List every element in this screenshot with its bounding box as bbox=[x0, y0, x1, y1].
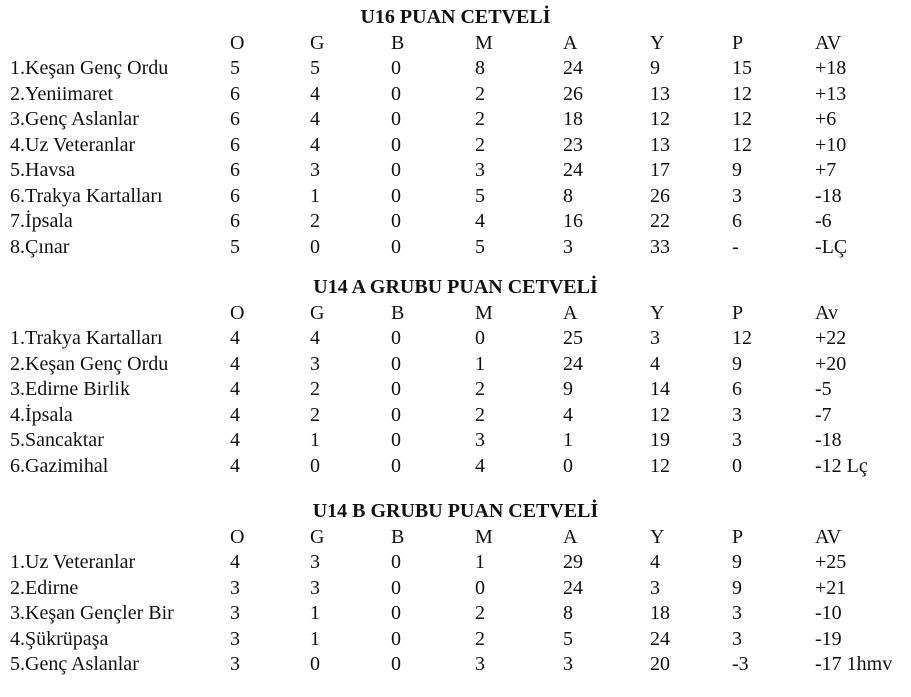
column-header-b: B bbox=[391, 31, 405, 54]
cell-g: 1 bbox=[310, 627, 320, 650]
cell-p: 9 bbox=[732, 551, 742, 573]
cell-m: 1 bbox=[475, 352, 485, 375]
cell-p: - bbox=[732, 235, 739, 258]
cell-g: 1 bbox=[310, 184, 320, 207]
cell-p: 12 bbox=[732, 133, 752, 156]
cell-av: +7 bbox=[815, 159, 837, 181]
cell-g: 3 bbox=[310, 551, 320, 573]
cell-team: 2.Yeniimaret bbox=[10, 82, 113, 105]
cell-o: 3 bbox=[230, 602, 240, 624]
cell-y: 14 bbox=[650, 378, 670, 400]
cell-av: +25 bbox=[815, 551, 847, 573]
cell-b: 0 bbox=[391, 82, 401, 105]
cell-y: 18 bbox=[650, 602, 670, 624]
cell-a: 3 bbox=[563, 653, 573, 675]
cell-o: 4 bbox=[230, 352, 240, 375]
cell-b: 0 bbox=[391, 108, 401, 130]
cell-y: 19 bbox=[650, 429, 670, 451]
table-row bbox=[0, 235, 911, 261]
cell-b: 0 bbox=[391, 378, 401, 400]
table-row bbox=[0, 326, 911, 352]
column-header-b: B bbox=[391, 301, 405, 324]
column-header-y: Y bbox=[650, 31, 665, 54]
cell-g: 2 bbox=[310, 210, 320, 232]
cell-team: 5.Havsa bbox=[10, 159, 75, 181]
cell-a: 23 bbox=[563, 133, 583, 156]
table-row bbox=[0, 403, 911, 429]
cell-b: 0 bbox=[391, 403, 401, 426]
cell-team: 5.Genç Aslanlar bbox=[10, 653, 139, 675]
cell-team: 2.Edirne bbox=[10, 576, 79, 599]
table-row bbox=[0, 627, 911, 653]
cell-m: 2 bbox=[475, 403, 485, 426]
header-row bbox=[0, 525, 911, 551]
table-title: U14 B GRUBU PUAN CETVELİ bbox=[312, 500, 599, 522]
cell-team: 1.Uz Veteranlar bbox=[10, 551, 136, 573]
cell-av: +10 bbox=[815, 133, 847, 156]
table-row bbox=[0, 652, 911, 678]
cell-p: 15 bbox=[732, 57, 752, 79]
cell-a: 9 bbox=[563, 378, 573, 400]
cell-o: 6 bbox=[230, 133, 240, 156]
cell-o: 6 bbox=[230, 82, 240, 105]
cell-m: 4 bbox=[475, 210, 485, 232]
cell-o: 6 bbox=[230, 159, 240, 181]
cell-m: 3 bbox=[475, 653, 485, 675]
column-header-a: A bbox=[563, 525, 578, 548]
table-row bbox=[0, 56, 911, 82]
cell-m: 2 bbox=[475, 82, 485, 105]
cell-g: 0 bbox=[310, 454, 320, 477]
cell-m: 5 bbox=[475, 235, 485, 258]
cell-m: 4 bbox=[475, 454, 485, 477]
cell-p: 6 bbox=[732, 378, 742, 400]
table-row bbox=[0, 377, 911, 403]
cell-av: -LÇ bbox=[815, 235, 848, 258]
cell-g: 3 bbox=[310, 352, 320, 375]
cell-o: 4 bbox=[230, 429, 240, 451]
cell-m: 8 bbox=[475, 57, 485, 79]
cell-av: -7 bbox=[815, 403, 832, 426]
cell-b: 0 bbox=[391, 551, 401, 573]
column-header-g: G bbox=[310, 525, 325, 548]
header-row bbox=[0, 31, 911, 57]
cell-y: 24 bbox=[650, 627, 670, 650]
cell-team: 2.Keşan Genç Ordu bbox=[10, 352, 169, 375]
cell-m: 1 bbox=[475, 551, 485, 573]
cell-team: 4.Uz Veteranlar bbox=[10, 133, 136, 156]
cell-b: 0 bbox=[391, 133, 401, 156]
cell-p: 9 bbox=[732, 352, 742, 375]
cell-a: 24 bbox=[563, 57, 583, 79]
cell-team: 3.Genç Aslanlar bbox=[10, 108, 139, 130]
cell-y: 3 bbox=[650, 327, 660, 349]
cell-y: 4 bbox=[650, 551, 660, 573]
cell-y: 4 bbox=[650, 352, 660, 375]
column-header-y: Y bbox=[650, 525, 665, 548]
cell-g: 4 bbox=[310, 133, 320, 156]
cell-a: 24 bbox=[563, 352, 583, 375]
cell-a: 16 bbox=[563, 210, 583, 232]
cell-o: 3 bbox=[230, 627, 240, 650]
cell-m: 2 bbox=[475, 627, 485, 650]
cell-o: 3 bbox=[230, 576, 240, 599]
cell-a: 26 bbox=[563, 82, 583, 105]
cell-o: 6 bbox=[230, 184, 240, 207]
column-header-a: A bbox=[563, 301, 578, 324]
cell-b: 0 bbox=[391, 627, 401, 650]
cell-o: 5 bbox=[230, 57, 240, 79]
cell-b: 0 bbox=[391, 159, 401, 181]
column-header-g: G bbox=[310, 301, 325, 324]
cell-m: 2 bbox=[475, 378, 485, 400]
column-header-o: O bbox=[230, 31, 245, 54]
column-header-a: A bbox=[563, 31, 578, 54]
cell-y: 33 bbox=[650, 235, 670, 258]
cell-b: 0 bbox=[391, 210, 401, 232]
cell-g: 0 bbox=[310, 653, 320, 675]
cell-av: -19 bbox=[815, 627, 842, 650]
cell-team: 1.Trakya Kartalları bbox=[10, 327, 163, 349]
cell-o: 3 bbox=[230, 653, 240, 675]
table-row bbox=[0, 158, 911, 184]
cell-av: -6 bbox=[815, 210, 832, 232]
cell-p: 12 bbox=[732, 82, 752, 105]
cell-o: 4 bbox=[230, 403, 240, 426]
cell-b: 0 bbox=[391, 602, 401, 624]
cell-av: +20 bbox=[815, 352, 847, 375]
table-title: U14 A GRUBU PUAN CETVELİ bbox=[313, 276, 598, 298]
cell-a: 29 bbox=[563, 551, 583, 573]
cell-m: 2 bbox=[475, 602, 485, 624]
table-row bbox=[0, 184, 911, 210]
column-header-m: M bbox=[475, 525, 493, 548]
cell-y: 13 bbox=[650, 133, 670, 156]
cell-y: 9 bbox=[650, 57, 660, 79]
cell-b: 0 bbox=[391, 576, 401, 599]
cell-a: 0 bbox=[563, 454, 573, 477]
cell-o: 4 bbox=[230, 378, 240, 400]
cell-team: 8.Çınar bbox=[10, 235, 70, 258]
column-header-p: P bbox=[732, 301, 744, 324]
cell-b: 0 bbox=[391, 352, 401, 375]
table-row bbox=[0, 107, 911, 133]
cell-y: 13 bbox=[650, 82, 670, 105]
cell-p: 12 bbox=[732, 108, 752, 130]
cell-o: 4 bbox=[230, 551, 240, 573]
cell-av: -17 1hmv bbox=[815, 653, 893, 675]
column-header-o: O bbox=[230, 301, 245, 324]
table-row bbox=[0, 82, 911, 108]
cell-g: 3 bbox=[310, 576, 320, 599]
cell-p: 3 bbox=[732, 602, 742, 624]
cell-b: 0 bbox=[391, 235, 401, 258]
cell-team: 1.Keşan Genç Ordu bbox=[10, 57, 169, 79]
cell-p: 3 bbox=[732, 403, 742, 426]
cell-team: 5.Sancaktar bbox=[10, 429, 104, 451]
cell-p: 6 bbox=[732, 210, 742, 232]
cell-av: +13 bbox=[815, 82, 847, 105]
cell-av: -12 Lç bbox=[815, 454, 868, 477]
cell-b: 0 bbox=[391, 429, 401, 451]
cell-a: 3 bbox=[563, 235, 573, 258]
column-header-o: O bbox=[230, 525, 245, 548]
cell-av: +6 bbox=[815, 108, 837, 130]
cell-y: 17 bbox=[650, 159, 670, 181]
cell-p: 3 bbox=[732, 627, 742, 650]
cell-o: 5 bbox=[230, 235, 240, 258]
cell-o: 4 bbox=[230, 327, 240, 349]
table-row bbox=[0, 601, 911, 627]
cell-av: +18 bbox=[815, 57, 847, 79]
cell-y: 12 bbox=[650, 403, 670, 426]
cell-a: 24 bbox=[563, 159, 583, 181]
cell-m: 2 bbox=[475, 133, 485, 156]
cell-y: 20 bbox=[650, 653, 670, 675]
cell-y: 26 bbox=[650, 184, 670, 207]
cell-p: 3 bbox=[732, 429, 742, 451]
cell-av: +22 bbox=[815, 327, 847, 349]
cell-a: 24 bbox=[563, 576, 583, 599]
cell-b: 0 bbox=[391, 184, 401, 207]
cell-team: 7.İpsala bbox=[10, 210, 73, 232]
cell-y: 3 bbox=[650, 576, 660, 599]
cell-g: 4 bbox=[310, 327, 320, 349]
table-row bbox=[0, 454, 911, 480]
cell-a: 8 bbox=[563, 184, 573, 207]
cell-m: 3 bbox=[475, 159, 485, 181]
cell-g: 2 bbox=[310, 403, 320, 426]
column-header-av: AV bbox=[815, 525, 842, 548]
cell-g: 1 bbox=[310, 429, 320, 451]
cell-g: 0 bbox=[310, 235, 320, 258]
cell-a: 1 bbox=[563, 429, 573, 451]
table-row bbox=[0, 209, 911, 235]
cell-p: 9 bbox=[732, 576, 742, 599]
column-header-b: B bbox=[391, 525, 405, 548]
cell-av: +21 bbox=[815, 576, 847, 599]
column-header-p: P bbox=[732, 525, 744, 548]
cell-av: -10 bbox=[815, 602, 842, 624]
cell-a: 18 bbox=[563, 108, 583, 130]
cell-a: 4 bbox=[563, 403, 573, 426]
table-row bbox=[0, 352, 911, 378]
cell-m: 3 bbox=[475, 429, 485, 451]
cell-a: 8 bbox=[563, 602, 573, 624]
cell-b: 0 bbox=[391, 57, 401, 79]
cell-p: 9 bbox=[732, 159, 742, 181]
cell-m: 5 bbox=[475, 184, 485, 207]
cell-g: 4 bbox=[310, 82, 320, 105]
column-header-p: P bbox=[732, 31, 744, 54]
cell-o: 6 bbox=[230, 210, 240, 232]
cell-av: -18 bbox=[815, 429, 842, 451]
cell-g: 3 bbox=[310, 159, 320, 181]
cell-team: 3.Edirne Birlik bbox=[10, 378, 130, 400]
cell-m: 0 bbox=[475, 327, 485, 349]
cell-g: 1 bbox=[310, 602, 320, 624]
cell-team: 4.Şükrüpaşa bbox=[10, 627, 109, 650]
cell-av: -18 bbox=[815, 184, 842, 207]
cell-o: 4 bbox=[230, 454, 240, 477]
cell-m: 2 bbox=[475, 108, 485, 130]
table-title: U16 PUAN CETVELİ bbox=[360, 6, 551, 28]
table-row bbox=[0, 576, 911, 602]
table-row bbox=[0, 133, 911, 159]
cell-y: 12 bbox=[650, 454, 670, 477]
header-row bbox=[0, 301, 911, 327]
column-header-av: AV bbox=[815, 31, 842, 54]
cell-team: 6.Trakya Kartalları bbox=[10, 184, 163, 207]
cell-g: 4 bbox=[310, 108, 320, 130]
cell-p: -3 bbox=[732, 653, 749, 675]
cell-o: 6 bbox=[230, 108, 240, 130]
cell-av: -5 bbox=[815, 378, 832, 400]
cell-team: 3.Keşan Gençler Bir bbox=[10, 602, 174, 624]
cell-b: 0 bbox=[391, 327, 401, 349]
table-row bbox=[0, 550, 911, 576]
cell-a: 5 bbox=[563, 627, 573, 650]
cell-p: 0 bbox=[732, 454, 742, 477]
cell-m: 0 bbox=[475, 576, 485, 599]
cell-y: 12 bbox=[650, 108, 670, 130]
cell-team: 6.Gazimihal bbox=[10, 454, 109, 477]
table-row bbox=[0, 428, 911, 454]
column-header-m: M bbox=[475, 301, 493, 324]
column-header-m: M bbox=[475, 31, 493, 54]
cell-y: 22 bbox=[650, 210, 670, 232]
cell-team: 4.İpsala bbox=[10, 403, 73, 426]
cell-g: 2 bbox=[310, 378, 320, 400]
column-header-y: Y bbox=[650, 301, 665, 324]
cell-p: 12 bbox=[732, 327, 752, 349]
column-header-g: G bbox=[310, 31, 325, 54]
cell-b: 0 bbox=[391, 454, 401, 477]
cell-g: 5 bbox=[310, 57, 320, 79]
cell-a: 25 bbox=[563, 327, 583, 349]
column-header-av: Av bbox=[815, 301, 838, 324]
cell-b: 0 bbox=[391, 653, 401, 675]
cell-p: 3 bbox=[732, 184, 742, 207]
